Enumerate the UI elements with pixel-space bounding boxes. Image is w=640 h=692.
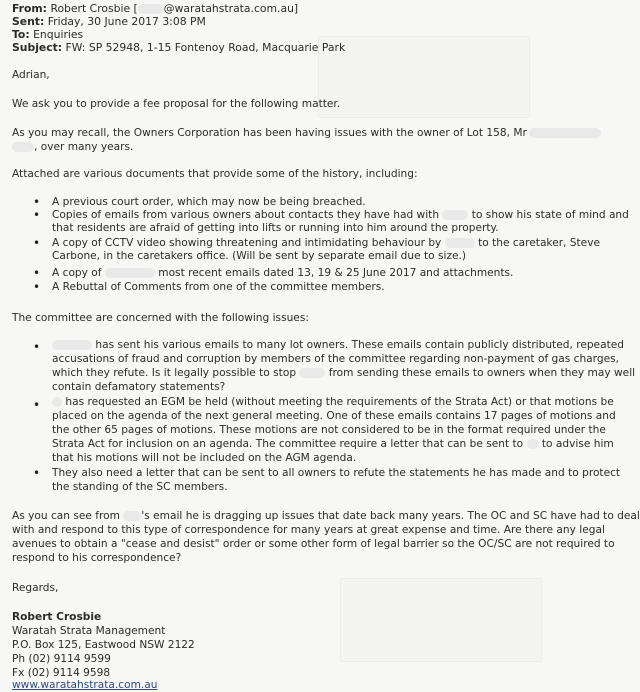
signature-phone: Ph (02) 9114 9599: [12, 653, 111, 665]
sent-value: Friday, 30 June 2017 3:08 PM: [47, 15, 206, 28]
list-text: to show his state of mind and: [471, 209, 629, 221]
closing: Regards,: [12, 582, 59, 594]
list-text: has requested an EGM be held (without meeting the requirements of the Strata Act) or that motions be: [65, 396, 614, 408]
bullet: •: [33, 266, 41, 280]
header-from: [12, 2, 298, 16]
bullet: •: [33, 466, 41, 480]
paragraph-dragging-line-2: with and respond to this type of correspondence for many years at great expense and time. Are there any legal: [12, 524, 605, 536]
redaction: [52, 340, 92, 350]
recall-text-2: , over many years.: [34, 141, 134, 153]
list-text: Copies of emails from various owners about contacts they have had with: [52, 209, 440, 221]
signature-name: Robert Crosbie: [12, 611, 102, 623]
list-text: has sent his various emails to many lot owners. These emails contain publicly distributed, repeated: [95, 339, 624, 351]
show-through-box-top: [318, 36, 530, 118]
website-link[interactable]: www.waratahstrata.com.au: [12, 679, 158, 691]
list-item-continued: contain defamatory statements?: [52, 381, 226, 393]
paragraph-recall-line-2: [12, 140, 133, 154]
bullet: •: [33, 280, 41, 294]
list-item-continued: that residents are afraid of getting into lifts or running into him around the property.: [52, 222, 499, 234]
redaction: [299, 368, 325, 378]
redaction: [12, 142, 34, 152]
from-value: Robert Crosbie [: [50, 2, 138, 15]
bullet: •: [33, 195, 41, 209]
header-to: [12, 28, 83, 42]
paragraph-dragging-line-4: respond to his correspondence?: [12, 552, 182, 564]
list-item: A previous court order, which may now be being breached.: [52, 196, 366, 208]
header-subject: [12, 41, 345, 55]
redaction: [138, 4, 164, 14]
redaction: [52, 397, 62, 407]
list-item: A Rebuttal of Comments from one of the committee members.: [52, 281, 385, 293]
paragraph-concerns: The committee are concerned with the following issues:: [12, 312, 309, 324]
list-item-continued: placed on the agenda of the next general meeting. One of these emails contains 17 pages of motions and: [52, 410, 616, 422]
list-text: to advise him: [541, 438, 614, 450]
paragraph-request: We ask you to provide a fee proposal for the following matter.: [12, 98, 341, 110]
paragraph-recall-line-1: [12, 126, 601, 140]
list-item-continued: accusations of fraud and corruption by members of the committee regarding non-payment of gas charges,: [52, 353, 619, 365]
list-text: from sending these emails to owners when they may well: [328, 367, 636, 379]
to-label: To:: [12, 28, 30, 41]
list-item-continued: the standing of the SC members.: [52, 481, 228, 493]
list-item-continued: the other 65 pages of motions. These motions are not considered to be in the format required under the: [52, 424, 606, 436]
redaction: [527, 439, 539, 449]
list-text: A copy of CCTV video showing threatening and intimidating behaviour by: [52, 237, 442, 249]
bullet: •: [33, 208, 41, 222]
redaction: [123, 511, 141, 521]
list-item: They also need a letter that can be sent to all owners to refute the statements he has made and to protect: [52, 467, 621, 479]
signature-company: Waratah Strata Management: [12, 625, 166, 637]
redaction: [105, 268, 155, 278]
list-item-continued: [52, 366, 635, 380]
redaction: [529, 128, 601, 138]
list-text: Strata Act for inclusion on an agenda. The committee require a letter that can be sent to: [52, 438, 524, 450]
bullet: •: [33, 398, 41, 412]
list-item: [52, 338, 624, 352]
list-item: [52, 208, 629, 222]
list-text: most recent emails dated 13, 19 & 25 June 2017 and attachments.: [158, 267, 514, 279]
subject-label: Subject:: [12, 41, 63, 54]
paragraph-attached: Attached are various documents that provide some of the history, including:: [12, 168, 418, 180]
from-email-tail: @waratahstrata.com.au]: [163, 2, 299, 15]
list-item-continued: that his motions will not be included on the AGM agenda.: [52, 452, 357, 464]
list-item: [52, 266, 513, 280]
recall-text: As you may recall, the Owners Corporation has been having issues with the owner of Lot 158, Mr: [12, 127, 527, 139]
redaction: [445, 238, 475, 248]
list-item: [52, 236, 600, 250]
list-item: [52, 395, 614, 409]
greeting: Adrian,: [12, 69, 50, 81]
to-value: Enquiries: [33, 28, 84, 41]
paragraph-text: 's email he is dragging up issues that date back many years. The OC and SC have had to deal: [141, 510, 640, 522]
paragraph-text: As you can see from: [12, 510, 120, 522]
subject-value: FW: SP 52948, 1-15 Fontenoy Road, Macquarie Park: [65, 41, 346, 54]
paragraph-dragging-line-3: avenues to obtain a "cease and desist" order or some other form of legal barrier so the OC/SC are not required to: [12, 538, 615, 550]
from-label: From:: [12, 2, 47, 15]
list-item-continued: Carbone, in the caretakers office. (Will be sent by separate email due to size.): [52, 250, 467, 262]
list-text: which they refute. Is it legally possible to stop: [52, 367, 297, 379]
list-item-continued: [52, 437, 614, 451]
bullet: •: [33, 236, 41, 250]
sent-label: Sent:: [12, 15, 45, 28]
show-through-box-bottom: [340, 578, 542, 662]
signature-address: P.O. Box 125, Eastwood NSW 2122: [12, 639, 195, 651]
list-text: A copy of: [52, 267, 102, 279]
signature-fax: Fx (02) 9114 9598: [12, 667, 111, 679]
header-sent: [12, 15, 206, 29]
paragraph-dragging-line-1: [12, 509, 640, 523]
redaction: [442, 210, 468, 220]
list-text: to the caretaker, Steve: [478, 237, 600, 249]
bullet: •: [33, 340, 41, 354]
